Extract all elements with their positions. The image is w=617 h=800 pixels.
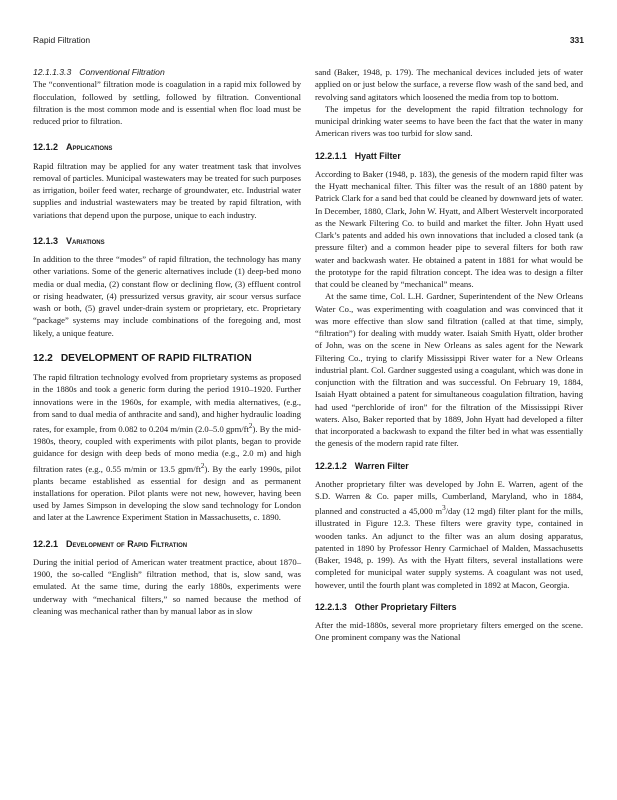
heading-12-1-2	[33, 141, 301, 153]
section-number: 12.1.2	[33, 142, 59, 153]
section-title: DEVELOPMENT OF RAPID FILTRATION	[60, 352, 252, 364]
section-title: Conventional Filtration	[79, 67, 165, 77]
paragraph: At the same time, Col. L.H. Gardner, Superintendent of the New Orleans Water Co., was experimenting with coagulation and was convinced that it was more effective than slow sand filtration (called at that time, simply, “filtration”) for dealing with muddy water. Isaiah Smith Hyatt, older brother of John, was on the scene in New Orleans as sales agent for the Newark Filtering Co., trying to clarify Mississippi River water for a New Orleans industrial plant. Col. Gardner suggested using a coagulant, which was done in conjunction with the filtration and was successful. On February 19, 1884, Isaiah Hyatt obtained a patent for simultaneous coagulation filtration, having had used “perchloride of iron” for the filtration of the Mississippi River waters. Also, Baker reported that by 1889, John Hyatt had developed a filter that incorporated a backwash to expand the filter bed in what was essentially the genesis of the modern rapid rate filter.	[315, 291, 583, 449]
paragraph: The impetus for the development the rapid filtration technology for municipal drinking water seems to have been the fact that the water in many American rivers was too turbid for slow sand.	[315, 103, 583, 139]
text-run: ). By the mid-1980s, theory, coupled with experiments with pilot plants, began to provide guidance for design with deep beds of mono media (e.g., 2.0 m) and high filtration rates (e.g., 0.55 m/min or 13.5 gpm/ft	[33, 423, 302, 474]
paragraph	[315, 478, 583, 591]
section-title: Warren Filter	[354, 460, 409, 471]
paragraph: In addition to the three “modes” of rapid filtration, the technology has many other variations. Some of the generic alternatives include (1) deep-bed mono media or dual media, (2) constant flow or declining flow, (3) effluent control or rising headwater, (4) pressurized versus gravity, air scour versus surface wash or both, (5) gravel under-drain system or proprietary, etc. Proprietary “package” systems may include combinations of the foregoing and, most likely, a unique feature.	[33, 254, 301, 338]
paragraph: During the initial period of American water treatment practice, about 1870–1900, the so-called “English” filtration method, that is, slow sand, was emulated. At the same time, during the early 1880s, experiments were underway with “mechanical filters,” so named because the method of cleaning was mechanical rather than by manual labor as in slow	[33, 556, 301, 616]
superscript: 2	[248, 422, 253, 430]
left-column	[33, 66, 301, 617]
heading-12-2	[33, 353, 301, 365]
heading-12-1-3	[33, 235, 301, 247]
running-header	[33, 35, 584, 49]
section-number: 12.2.1.3	[315, 601, 347, 612]
section-title: Applications	[66, 142, 113, 153]
running-title: Rapid Filtration	[33, 35, 91, 45]
paragraph: After the mid-1880s, several more proprietary filters emerged on the scene. One prominent company was the National	[315, 620, 583, 643]
paragraph: sand (Baker, 1948, p. 179). The mechanical devices included jets of water applied on or just below the surface, a reverse flow wash of the sand bed, and revolving sand agitators which loosened the media from top to bottom.	[315, 67, 583, 102]
section-title: Hyatt Filter	[354, 150, 401, 161]
text-run: /day (12 mgd) filter plant for the mills, illustrated in Figure 12.3. These filters were gravity type, contained in wooden tanks. An adjunct to the filter was an alum dosing apparatus, patented in 1890 by Professor Henry Carmichael of Malden, Massachusetts (Baker, 1948, p. 199). As with the Hyatt filters, several installations were completed for municipal water supply systems. A coagulant was not used, however, until the fourth plant was completed in 1892 at Macon, Georgia.	[315, 506, 583, 590]
section-number: 12.1.3	[33, 235, 59, 246]
section-number: 12.2.1.2	[315, 460, 347, 471]
section-number: 12.2.1	[33, 538, 59, 549]
section-number: 12.2.1.1	[315, 150, 347, 161]
heading-12-1-1-3-3	[33, 66, 301, 78]
section-number: 12.2	[33, 352, 53, 364]
paragraph: The “conventional” filtration mode is coagulation in a rapid mix followed by flocculation, followed by settling, followed by filtration. Conventional filtration is the most common mode and is essential when floc load must be reduced prior to filtration.	[33, 79, 301, 126]
section-title: Variations	[66, 235, 105, 246]
superscript: 2	[200, 461, 205, 470]
section-title: Other Proprietary Filters	[354, 601, 457, 612]
section-number: 12.1.1.3.3	[33, 67, 72, 77]
paragraph: According to Baker (1948, p. 183), the genesis of the modern rapid filter was the Hyatt mechanical filter. This filter was the result of an 1880 patent by Patrick Clark for a sand bed that could be cleaned by downward jets of water. In December, 1880, Clark, John W. Hyatt, and Albert Westervelt incorporated as the Newark Filtering Co. to build and market the filter. John Hyatt used Clark’s patents and added his own innovations that included a closed tank (a pressure filter) and a common header pipe to several filters for both raw water and backwash water. He obtained a patent in 1881 for what would be the prototype for the rapid filtration concept. The idea was to design a filter that could be cleaned by “mechanical” means.	[315, 168, 583, 289]
heading-12-2-1-3	[315, 601, 583, 613]
superscript: 3	[442, 504, 446, 513]
section-title: Development of Rapid Filtration	[66, 538, 188, 549]
page-number: 331	[569, 35, 584, 45]
text-run: Another proprietary filter was developed by John E. Warren, agent of the S.D. Warren & Co. paper mills, Cumberland, Maryland, who in 1884, planned and constructed a 45,000 m	[315, 478, 583, 517]
right-column	[315, 66, 583, 644]
heading-12-2-1-2	[315, 460, 583, 472]
heading-12-2-1	[33, 538, 301, 550]
text-run: The rapid filtration technology evolved from proprietary systems as proposed in the 1880s and took a generic form during the period 1910–1920. Further innovations were in the 1960s, for example, with media alternatives, (e.g., from sand to dual media of anthracite and sand), and higher hydraulic loading rates, for example, from 0.082 to 0.204 m/min (2.0–5.0 gpm/ft	[33, 372, 301, 434]
heading-12-2-1-1	[315, 150, 583, 162]
paragraph	[33, 371, 301, 524]
paragraph: Rapid filtration may be applied for any water treatment task that involves removal of particles. Municipal wastewaters may be treated for such purposes as irrigation, boiler feed water, recharge of groundwater, etc. Industrial water supplies and industrial wastewaters may be treated by rapid filtration, with variations that depend upon the purpose, unique to each industry.	[33, 160, 301, 220]
text-run: ). By the early 1990s, pilot plants became established as essential for design and as permanent installations for operation. Pilot plants were not new, however, having been used by James Simpson in developing the slow sand technology for London and later at the Lawrence Experiment Station in Massachusetts, c. 1890.	[33, 463, 301, 523]
